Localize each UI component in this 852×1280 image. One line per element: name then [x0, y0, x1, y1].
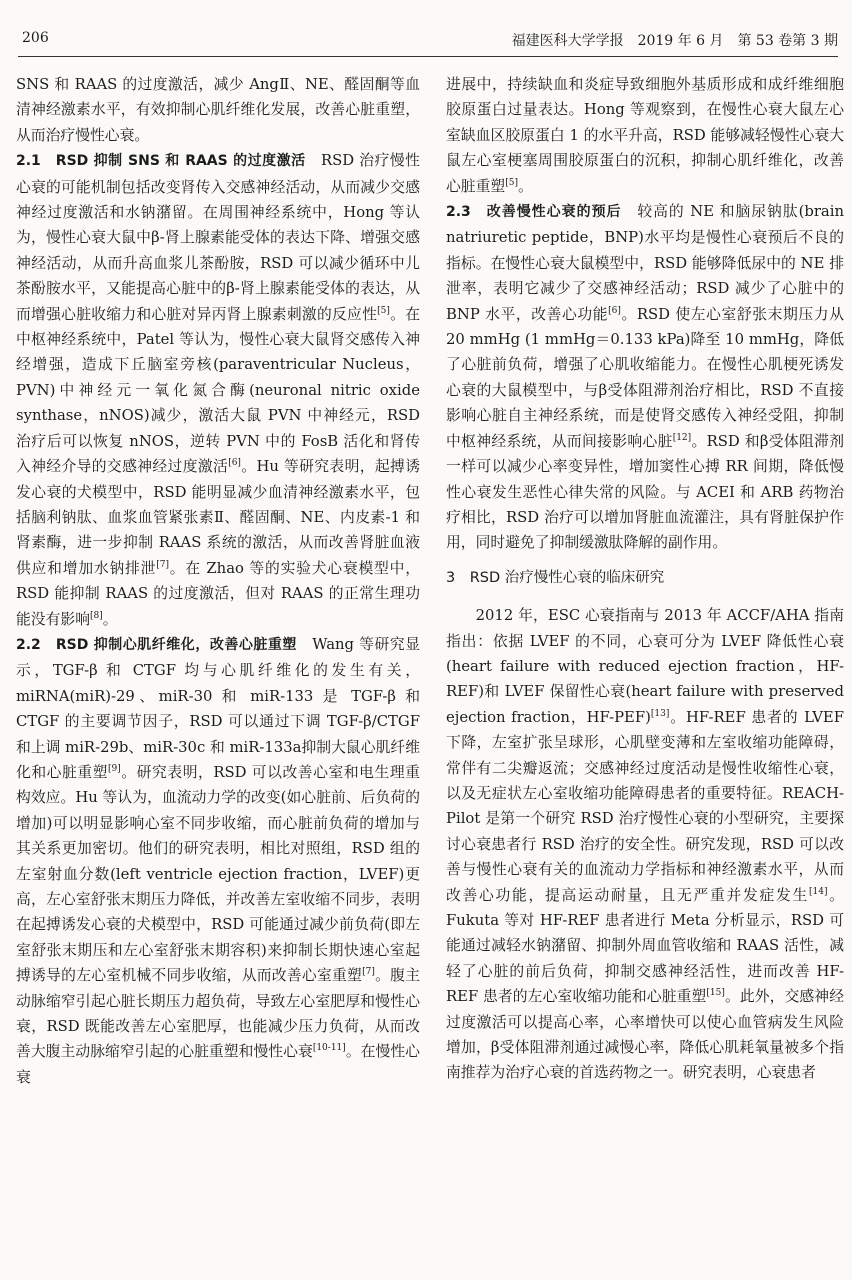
subsection-2-1: 2.1 RSD 抑制 SNS 和 RAAS 的过度激活 RSD 治疗慢性心衰的可能机制包括改变肾传入交感神经活动，从而减少交感神经过度激活和水钠潴留。在周围神经系统中，Hong 等认为，慢性心衰大鼠中β-肾上腺素能受体的表达下降、增强交感神经活动，从而升高血浆儿茶酚胺，RSD 可以减少循环中儿茶酚胺水平，又能提高心脏中的β-肾上腺素能受体的表达，从而增强心脏收缩力和心脏对异丙肾上腺素刺激的反应性[5]。在中枢神经系统中，Patel 等认为，慢性心衰大鼠肾交感传入神经增强，造成下丘脑室旁核(paraventricular Nucleus，PVN)中神经元一氧化氮合酶(neuronal nitric oxide synthase，nNOS)减少，激活大鼠 PVN 中神经元，RSD 治疗后可以恢复 nNOS，逆转 PVN 中的 FosB 活化和肾传入神经介导的交感神经过度激活[6]。Hu 等研究表明，起搏诱发心衰的犬模型中，RSD 能明显减少血清神经激素水平，包括脑利钠肽、血浆血管紧张素Ⅱ、醛固酮、NE、内皮素-1 和肾素酶，进一步抑制 RAAS 系统的激活，从而改善肾脏血液供应和增加水钠排泄[7]。在 Zhao 等的实验犬心衰模型中，RSD 能抑制 RAAS 的过度激活，但对 RAAS 的正常生理功能没有影响[8]。: [16, 152, 420, 628]
running-header: [18, 22, 838, 57]
section-heading: 3 RSD 治疗慢性心衰的临床研究: [446, 569, 665, 586]
citation: [13]: [650, 708, 670, 719]
citation: [14]: [809, 886, 828, 897]
subsection-2-3: 2.3 改善慢性心衰的预后 较高的 NE 和脑尿钠肽(brain natriuretic peptide，BNP)水平均是慢性心衰预后不良的指标。在慢性心衰大鼠模型中，RSD 能够降低尿中的 NE 排泄率，表明它减少了交感神经活动；RSD 减少了心脏中的 BNP 水平，改善心功能[6]。RSD 使左心室舒张末期压力从 20 mmHg (1 mmHg＝0.133 kPa)降至 10 mmHg，降低了心脏前负荷，增强了心肌收缩能力。在慢性心肌梗死诱发心衰的大鼠模型中，与β受体阻滞剂治疗相比，RSD 不直接影响心脏自主神经系统，而是使肾交感传入神经受阻，抑制中枢神经系统，从而间接影响心脏[12]。RSD 和β受体阻滞剂一样可以减少心率变异性，增加窦性心搏 RR 间期，降低慢性心衰发生恶性心律失常的风险。与 ACEI 和 ARB 药物治疗相比，RSD 治疗可以增加肾脏血流灌注，具有肾脏保护作用，同时避免了抑制缓激肽降解的副作用。: [446, 203, 844, 552]
citation: [6]: [608, 305, 621, 316]
citation: [8]: [90, 610, 103, 621]
paragraph: SNS 和 RAAS 的过度激活，减少 AngⅡ、NE、醛固酮等血清神经激素水平，有效抑制心肌纤维化发展，改善心脏重塑，从而治疗慢性心衰。: [16, 76, 420, 144]
citation: [5]: [377, 305, 390, 316]
citation: [7]: [362, 967, 375, 978]
citation: [9]: [108, 764, 121, 775]
left-column: [16, 72, 420, 1090]
citation: [12]: [672, 432, 692, 443]
page-number: 206: [22, 30, 49, 46]
subsection-2-2: 2.2 RSD 抑制心肌纤维化，改善心脏重塑 Wang 等研究显示，TGF-β 和 CTGF 均与心肌纤维化的发生有关，miRNA(miR)-29、miR-30 和 miR-133 是 TGF-β 和 CTGF 的主要调节因子，RSD 可以通过下调 TGF-β/CTGF 和上调 miR-29b、miR-30c 和 miR-133a抑制大鼠心肌纤维化和心脏重塑[9]。研究表明，RSD 可以改善心室和电生理重构效应。Hu 等认为，血流动力学的改变(如心脏前、后负荷的增加)可以明显影响心室不同步收缩，而心脏前负荷的增加与其关系更加密切。他们的研究表明，相比对照组，RSD 组的左室射血分数(left ventricle ejection fraction，LVEF)更高，左心室舒张末期压力降低，并改善左室收缩不同步，表明在起搏诱发心衰的犬模型中，RSD 可能通过减少前负荷(即左室舒张末期压和左心室舒张末期容积)来抑制长期快速心室起搏诱导的左心室机械不同步收缩，从而改善心室重塑[7]。腹主动脉缩窄引起心脏长期压力超负荷，导致左心室肥厚和慢性心衰，RSD 既能改善左心室肥厚，也能减少压力负荷，从而改善大腹主动脉缩窄引起的心脏重塑和慢性心衰[10-11]。在慢性心衰: [16, 635, 420, 1086]
citation: [10-11]: [312, 1043, 346, 1054]
paragraph: 2012 年，ESC 心衰指南与 2013 年 ACCF/AHA 指南指出：依据 LVEF 的不同，心衰可分为 LVEF 降低性心衰(heart failure with reduced ejection fraction，HF-REF)和 LVEF 保留性心衰(heart failure with preserved ejection fraction，HF-PEF)[13]。HF-REF 患者的 LVEF 下降，左室扩张呈球形，心肌壁变薄和左室收缩功能障碍，常伴有二尖瓣返流；交感神经过度活动是慢性收缩性心衰，以及无症状左心室收缩功能障碍患者的重要特征。REACH-Pilot 是第一个研究 RSD 治疗慢性心衰的小型研究，主要探讨心衰患者行 RSD 治疗的安全性。研究发现，RSD 可以改善与慢性心衰有关的血流动力学指标和神经激素水平，从而改善心功能，提高运动耐量，且无严重并发症发生[14]。Fukuta 等对 HF-REF 患者进行 Meta 分析显示，RSD 可能通过减轻水钠潴留、抑制外周血管收缩和 RAAS 活性，减轻了心脏的前后负荷，抑制交感神经活性，进而改善 HF-REF 患者的左心室收缩功能和心脏重塑[15]。此外，交感神经过度激活可以提高心率，心率增快可以使心血管病发生风险增加，β受体阻滞剂通过减慢心率，降低心肌耗氧量被多个指南推荐为治疗心衰的首选药物之一。研究表明，心衰患者: [446, 607, 844, 1082]
subsection-heading: 2.1 RSD 抑制 SNS 和 RAAS 的过度激活: [16, 153, 306, 170]
subsection-heading: 2.3 改善慢性心衰的预后: [446, 204, 622, 221]
paragraph: 进展中，持续缺血和炎症导致细胞外基质形成和成纤维细胞胶原蛋白过量表达。Hong 等观察到，在慢性心衰大鼠左心室缺血区胶原蛋白 1 的水平升高，RSD 能够减轻慢性心衰大鼠左心室梗塞周围胶原蛋白的沉积，抑制心肌纤维化，改善心脏重塑[5]。: [446, 76, 844, 195]
citation: [15]: [706, 988, 725, 999]
citation: [7]: [156, 559, 169, 570]
right-column: [446, 72, 844, 1086]
citation: [6]: [228, 458, 241, 469]
subsection-heading: 2.2 RSD 抑制心肌纤维化，改善心脏重塑: [16, 636, 297, 653]
journal-info: 福建医科大学学报 2019 年 6 月 第 53 卷第 3 期: [511, 33, 838, 49]
citation: [5]: [505, 177, 518, 188]
